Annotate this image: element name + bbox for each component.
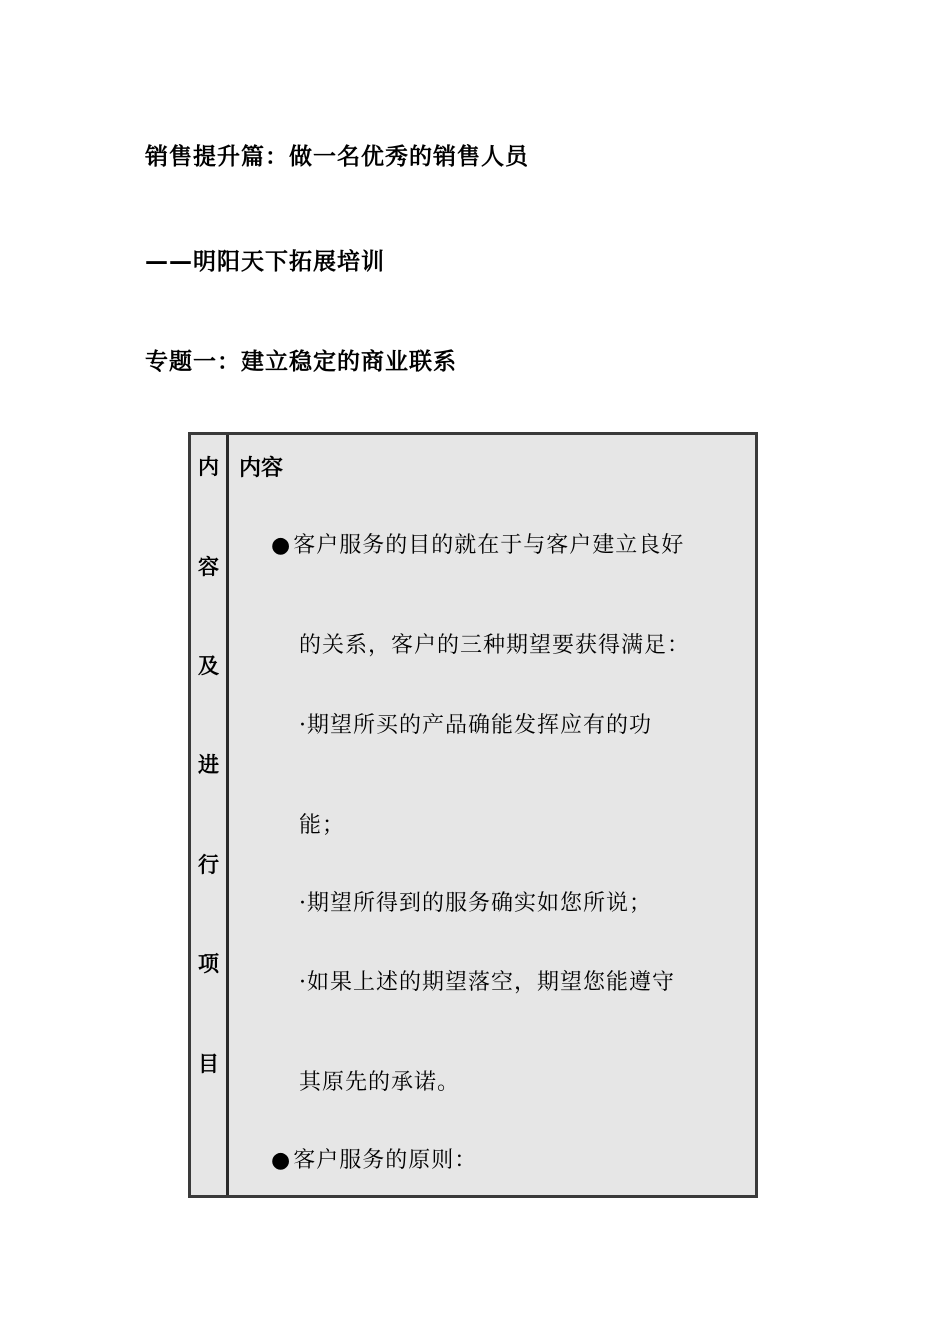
content-line	[271, 1143, 477, 1174]
content-line: ·期望所买的产品确能发挥应有的功	[299, 713, 652, 738]
content-line: ·如果上述的期望落空，期望您能遵守	[299, 970, 675, 995]
bullet-icon: ●	[271, 533, 292, 558]
content-line: ·期望所得到的服务确实如您所说；	[299, 891, 652, 916]
left-label-char: 行	[198, 853, 219, 877]
content-column	[229, 435, 755, 1195]
content-line: 其原先的承诺。	[299, 1070, 461, 1095]
left-label-char: 及	[198, 654, 219, 678]
document-title: 销售提升篇：做一名优秀的销售人员	[145, 144, 529, 170]
column-title: 内容	[239, 456, 284, 481]
left-label-char: 容	[198, 555, 219, 579]
document-subtitle: ——明阳天下拓展培训	[145, 249, 385, 275]
content-text: 客户服务的原则：	[293, 1148, 478, 1173]
content-text: 客户服务的目的就在于与客户建立良好	[293, 533, 685, 558]
left-label-char: 目	[198, 1052, 219, 1076]
content-table	[188, 432, 758, 1198]
bullet-icon: ●	[271, 1148, 292, 1173]
left-label-char: 进	[198, 753, 219, 777]
topic-heading: 专题一：建立稳定的商业联系	[145, 349, 457, 375]
left-label-char: 内	[198, 455, 219, 479]
content-line: 的关系，客户的三种期望要获得满足：	[299, 633, 691, 658]
content-line	[271, 528, 684, 559]
content-line: 能；	[299, 813, 346, 838]
left-label-char: 项	[198, 952, 219, 976]
left-label-column	[191, 435, 229, 1195]
